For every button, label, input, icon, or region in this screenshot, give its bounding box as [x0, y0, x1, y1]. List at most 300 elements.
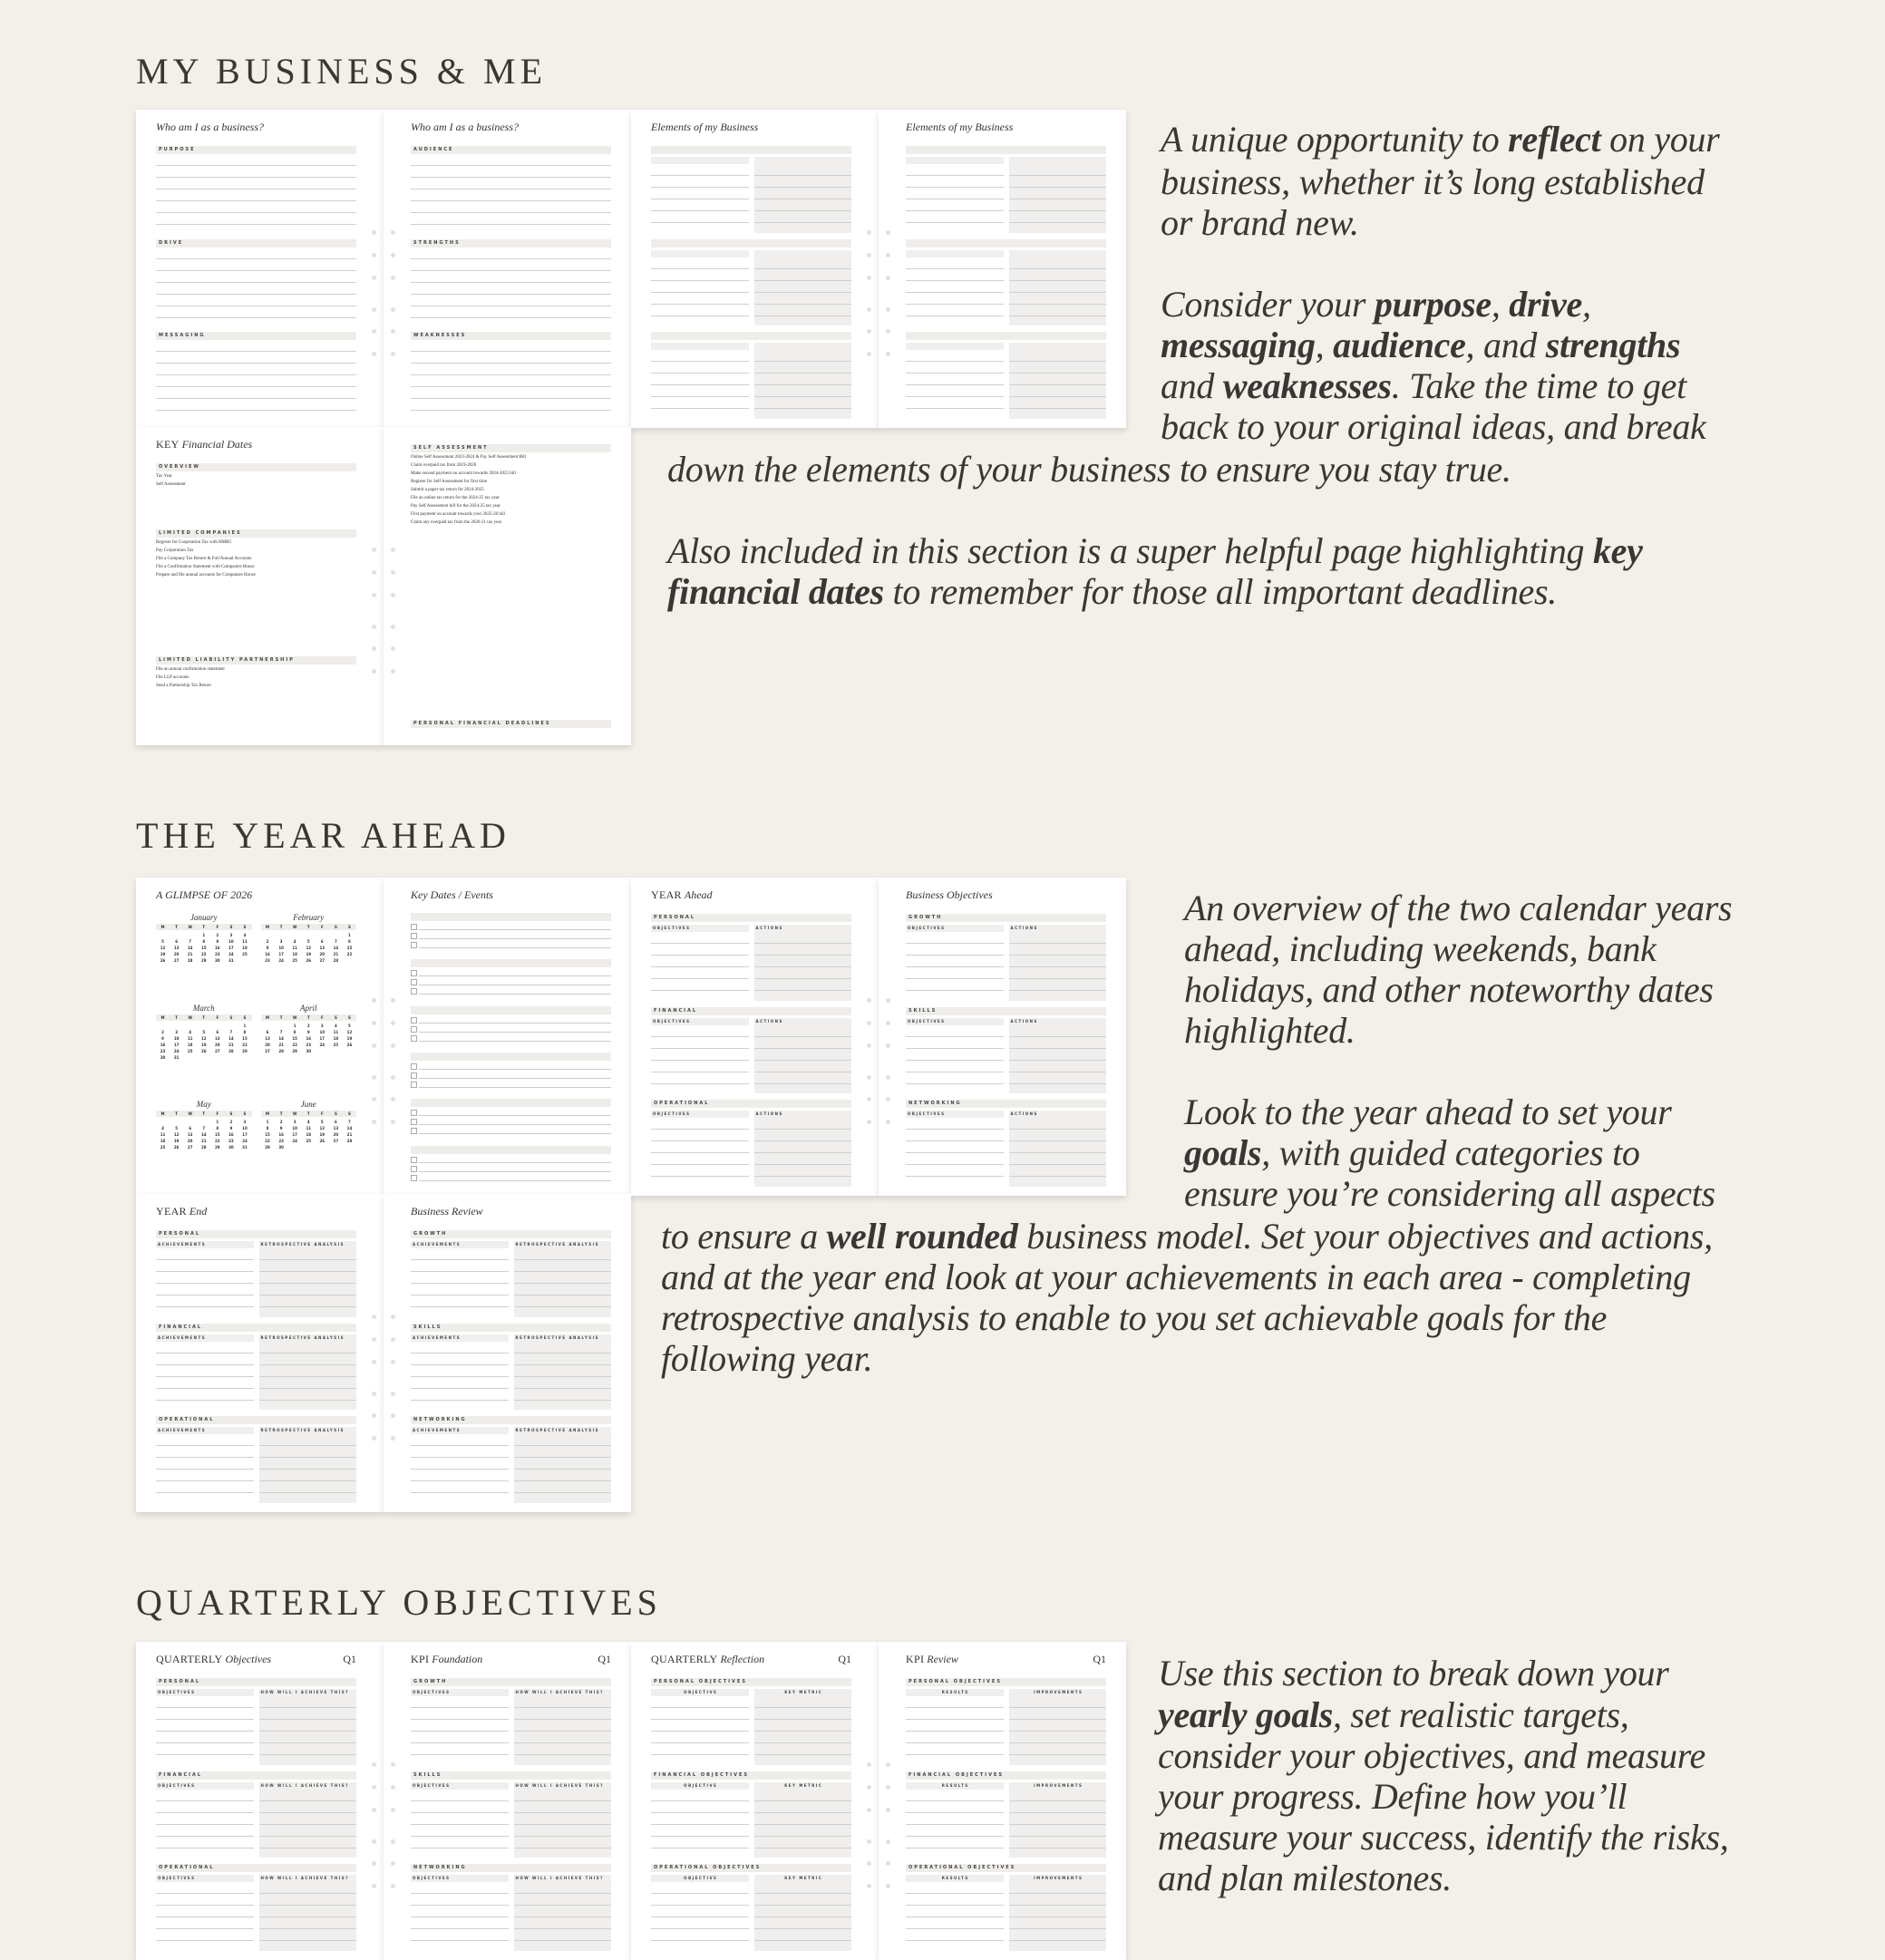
binder-ring-hole — [886, 1785, 890, 1790]
day-number: 26 — [306, 958, 312, 963]
writing-lines — [259, 1248, 357, 1317]
checkbox[interactable] — [411, 979, 417, 985]
description-line — [667, 447, 1511, 492]
page-title-main: End — [189, 1205, 208, 1218]
day-number: 12 — [160, 946, 166, 950]
page-title — [156, 888, 356, 902]
day-number: 29 — [242, 1048, 248, 1053]
entry-title: Register for Corporation Tax with HMRC — [156, 540, 232, 546]
checkbox[interactable] — [411, 1035, 417, 1042]
weekday-label: W — [188, 1014, 192, 1020]
column — [906, 343, 1004, 419]
columns — [906, 250, 1106, 326]
day-number: 11 — [160, 1132, 166, 1138]
section-label: LIMITED COMPANIES — [156, 529, 356, 538]
binder-ring-hole — [372, 329, 376, 334]
day-number: 18 — [333, 1035, 339, 1041]
page-title-main: Foundation — [432, 1653, 483, 1665]
section-label: DRIVE — [156, 239, 356, 247]
prompt-section — [156, 146, 356, 233]
day-number: 29 — [265, 1145, 270, 1150]
day-number: 30 — [306, 1048, 312, 1053]
objective-section — [411, 1678, 611, 1765]
binder-ring-hole — [372, 548, 376, 552]
planner-page — [631, 878, 879, 1196]
planner-page — [136, 427, 384, 745]
binder-ring-hole — [867, 1861, 871, 1866]
date-section — [156, 656, 356, 736]
description-line — [1158, 1651, 1669, 1696]
day-blank — [170, 1023, 183, 1029]
day-number: 5 — [175, 1126, 178, 1131]
section-label: SKILLS — [411, 1771, 611, 1780]
day-grid — [261, 1023, 357, 1054]
column-header: IMPROVEMENTS — [1009, 1782, 1107, 1790]
column — [1009, 1018, 1107, 1094]
day-number: 1 — [348, 933, 351, 937]
text-segment: following year. — [661, 1338, 873, 1379]
entry-title: Pay Self Assessment bill for the 2024-25 tax year — [411, 504, 500, 509]
day-number: 24 — [292, 1139, 297, 1144]
writing-lines — [411, 247, 611, 326]
day-number: 26 — [160, 958, 166, 963]
day-number: 21 — [228, 1042, 234, 1047]
binder-ring-hole — [372, 276, 376, 280]
writing-lines — [651, 1882, 749, 1951]
column-header: OBJECTIVES — [651, 1111, 749, 1118]
day-number: 7 — [334, 939, 337, 944]
day-number: 2 — [306, 1023, 310, 1028]
weekday-header — [261, 1111, 357, 1117]
weekday-label: F — [216, 1111, 219, 1117]
planner-page — [136, 878, 384, 1196]
binder-ring-hole — [391, 1097, 395, 1101]
weekday-label: T — [279, 1014, 283, 1020]
column — [651, 343, 749, 419]
column — [651, 1689, 749, 1765]
column-header: ACHIEVEMENTS — [156, 1334, 254, 1342]
element-section — [906, 332, 1106, 419]
day-number: 23 — [215, 952, 220, 956]
weekday-label: F — [320, 1111, 324, 1117]
group-bar — [411, 1006, 611, 1014]
text-segment: , — [1491, 284, 1510, 325]
column — [259, 1241, 357, 1317]
group-bar — [411, 959, 611, 967]
binder-ring-hole — [867, 1075, 871, 1080]
event-row — [411, 976, 611, 985]
text-segment: An overview of the two calendar years — [1184, 888, 1733, 928]
text-segment: Consider your — [1161, 284, 1375, 325]
writing-lines — [259, 1434, 357, 1503]
checkbox[interactable] — [411, 1110, 417, 1116]
key-date-entry — [411, 471, 611, 477]
key-date-entry — [156, 540, 356, 546]
day-number: 20 — [265, 1042, 270, 1047]
month-name: June — [300, 1100, 316, 1110]
section-label: SKILLS — [906, 1007, 1106, 1015]
page-title-text — [651, 121, 758, 134]
column-header — [1009, 250, 1107, 257]
page-title-prefix: QUARTERLY — [156, 1653, 223, 1665]
day-blank — [197, 1023, 210, 1029]
day-number: 9 — [279, 1126, 283, 1131]
page-subtitle — [156, 135, 356, 140]
description-line — [1161, 282, 1591, 327]
checkbox[interactable] — [411, 1082, 417, 1088]
day-blank — [183, 1119, 197, 1125]
binder-ring-hole — [391, 1315, 395, 1319]
day-blank — [261, 1023, 275, 1029]
page-subtitle — [906, 903, 1106, 907]
writing-lines — [651, 932, 749, 1001]
prompt-section — [411, 146, 611, 233]
text-segment: or brand new. — [1161, 202, 1359, 243]
objective-section — [651, 1100, 851, 1187]
checkbox[interactable] — [411, 1175, 417, 1181]
column-header: ACTIONS — [754, 1018, 852, 1025]
day-number: 26 — [173, 1145, 180, 1150]
day-blank — [183, 1023, 197, 1029]
column — [1009, 1111, 1107, 1187]
checkbox[interactable] — [411, 1166, 417, 1172]
column-header: IMPROVEMENTS — [1009, 1689, 1107, 1696]
checkbox[interactable] — [411, 988, 417, 995]
binder-ring-hole — [886, 230, 890, 235]
writing-lines — [514, 1434, 612, 1503]
binder-ring-hole — [391, 998, 395, 1003]
binder-ring-hole — [391, 1762, 395, 1767]
checkbox[interactable] — [411, 942, 417, 948]
weekday-label: W — [292, 1111, 297, 1117]
day-number: 20 — [319, 952, 326, 956]
day-number: 21 — [333, 952, 339, 956]
mini-calendar — [156, 913, 356, 1187]
column-header — [754, 343, 852, 350]
weekday-label: W — [292, 925, 297, 929]
columns — [411, 1875, 611, 1951]
writing-lines — [906, 350, 1004, 419]
writing-lines — [514, 1342, 612, 1411]
day-number: 17 — [228, 946, 234, 950]
text-segment: Look to the year ahead to set your — [1184, 1092, 1672, 1132]
binder-ring-hole — [372, 1120, 376, 1124]
columns — [651, 1111, 851, 1187]
month-block — [261, 1100, 357, 1187]
columns — [411, 1782, 611, 1858]
text-segment: business model. Set your objectives and actions, — [1017, 1216, 1713, 1257]
column — [754, 1018, 852, 1094]
writing-lines — [411, 1882, 509, 1951]
page-title — [156, 1205, 356, 1218]
section-label: GROWTH — [411, 1230, 611, 1238]
weekday-label: F — [216, 1014, 219, 1020]
page-title — [651, 121, 851, 134]
event-row — [411, 1033, 611, 1042]
day-number: 11 — [333, 1029, 339, 1034]
column-header — [651, 250, 749, 257]
emphasis-text: well rounded — [826, 1216, 1018, 1257]
column — [259, 1334, 357, 1411]
day-number: 2 — [216, 933, 219, 937]
page-title-text — [906, 888, 993, 902]
day-number: 1 — [202, 933, 206, 937]
day-number: 12 — [200, 1035, 207, 1041]
checkbox[interactable] — [411, 924, 417, 930]
description-line — [1158, 1693, 1629, 1738]
text-segment: business, whether it’s long established — [1161, 161, 1705, 202]
month-name: March — [192, 1003, 215, 1013]
binder-ring-hole — [372, 1360, 376, 1364]
day-number: 10 — [228, 939, 234, 944]
day-number: 26 — [319, 1139, 326, 1144]
checkbox[interactable] — [411, 1119, 417, 1125]
binder-ring-hole — [886, 1075, 890, 1080]
event-row — [411, 921, 611, 930]
columns — [906, 925, 1106, 1001]
checkbox[interactable] — [411, 1072, 417, 1079]
day-number: 19 — [319, 1132, 326, 1138]
column — [1009, 1782, 1107, 1858]
writing-lines — [156, 247, 356, 326]
day-number: 28 — [278, 1048, 284, 1053]
column — [754, 250, 852, 326]
day-number: 24 — [242, 1139, 248, 1144]
group-bar — [411, 1146, 611, 1154]
day-number: 24 — [319, 1042, 326, 1047]
page-title-text — [651, 1653, 764, 1666]
writing-lines — [1009, 350, 1107, 419]
page-title-prefix: KPI — [906, 1653, 925, 1665]
day-number: 28 — [187, 958, 193, 963]
quarter-label: Q1 — [343, 1653, 356, 1665]
column — [651, 1782, 749, 1858]
column-header: HOW WILL I ACHIEVE THIS? — [259, 1875, 357, 1882]
checkbox[interactable] — [411, 933, 417, 939]
day-number: 19 — [160, 952, 166, 956]
planner-page — [136, 1642, 384, 1960]
column-header: OBJECTIVE — [651, 1689, 749, 1696]
page-subtitle — [906, 1667, 1106, 1672]
columns — [651, 925, 851, 1001]
day-number: 20 — [333, 1132, 339, 1138]
date-section — [411, 444, 611, 713]
day-number: 3 — [293, 1120, 296, 1125]
column-header — [906, 343, 1004, 350]
checkbox[interactable] — [411, 1157, 417, 1163]
section-label: STRENGTHS — [411, 239, 611, 247]
column-header: OBJECTIVES — [906, 925, 1004, 932]
weekday-label: S — [229, 1111, 233, 1117]
weekday-label: S — [243, 1014, 247, 1020]
binder-ring-hole — [886, 1839, 890, 1844]
entry-title: File an online tax return for the 2024-25 tax year — [411, 496, 500, 500]
day-number: 16 — [278, 1132, 284, 1138]
binder-ring-hole — [372, 1436, 376, 1441]
binder-ring-hole — [372, 1392, 376, 1396]
day-number: 8 — [202, 939, 206, 944]
section-label: FINANCIAL — [651, 1007, 851, 1015]
checkbox[interactable] — [411, 1128, 417, 1134]
column-header: KEY METRIC — [754, 1689, 852, 1696]
weekday-label: M — [160, 1111, 165, 1117]
writing-lines — [906, 164, 1004, 233]
writing-lines — [259, 1790, 357, 1858]
day-blank — [197, 1119, 210, 1125]
key-date-entry — [411, 520, 611, 526]
day-number: 7 — [229, 1029, 233, 1034]
day-number: 5 — [306, 939, 310, 944]
writing-lines — [651, 1790, 749, 1858]
event-row — [411, 1116, 611, 1125]
column-header — [651, 343, 749, 350]
binder-ring-hole — [372, 307, 376, 312]
page-subtitle — [411, 135, 611, 140]
event-group — [411, 1146, 611, 1187]
column — [651, 1111, 749, 1187]
day-number: 2 — [161, 1029, 164, 1034]
description-line — [1161, 404, 1705, 450]
key-date-entry — [411, 504, 611, 509]
day-number: 20 — [173, 952, 180, 956]
objective-section — [906, 1864, 1106, 1951]
emphasis-text: drive — [1509, 284, 1582, 325]
day-number: 4 — [306, 1120, 310, 1125]
day-number: 16 — [306, 1035, 312, 1041]
day-number: 17 — [173, 1042, 180, 1047]
binder-ring-hole — [391, 1360, 395, 1364]
emphasis-text: yearly goals — [1158, 1694, 1334, 1735]
day-blank — [224, 1023, 238, 1029]
planner-page — [631, 110, 879, 428]
column — [514, 1689, 612, 1765]
day-number: 2 — [266, 939, 269, 944]
weekday-label: T — [306, 1014, 310, 1020]
planner-page — [384, 110, 631, 428]
column — [514, 1875, 612, 1951]
objective-section — [156, 1416, 356, 1503]
day-number: 5 — [320, 1120, 324, 1125]
description-line — [1161, 117, 1719, 162]
weekday-label: T — [306, 1111, 310, 1117]
checkbox[interactable] — [411, 1063, 417, 1070]
page-title — [411, 1205, 611, 1218]
page-subtitle — [411, 1219, 611, 1224]
binder-ring-hole — [391, 646, 395, 651]
day-blank — [170, 1119, 183, 1125]
day-number: 7 — [279, 1029, 283, 1034]
group-bar — [411, 1099, 611, 1107]
weekday-label: M — [160, 925, 165, 929]
weekday-label: W — [292, 1014, 297, 1020]
entry-title: First payment on account towards your 2025-26 bill — [411, 512, 506, 517]
description-line — [1161, 323, 1680, 368]
day-number: 6 — [216, 1029, 219, 1034]
group-bar — [411, 1053, 611, 1061]
text-segment: , with guided categories to — [1261, 1132, 1640, 1173]
day-number: 28 — [228, 1048, 234, 1053]
column-header — [906, 157, 1004, 164]
writing-lines — [156, 340, 356, 419]
page-title — [156, 438, 356, 451]
day-number: 8 — [243, 1029, 247, 1034]
day-number: 17 — [292, 1132, 297, 1138]
page-title-text — [411, 1205, 483, 1218]
page-subtitle — [651, 1667, 851, 1672]
weekday-label: F — [216, 925, 219, 929]
checkbox[interactable] — [411, 970, 417, 976]
column-header: OBJECTIVES — [651, 925, 749, 932]
prompt-section — [156, 239, 356, 326]
day-number: 15 — [346, 946, 353, 950]
day-blank — [156, 1119, 170, 1125]
objective-section — [651, 914, 851, 1001]
binder-ring-hole — [886, 352, 890, 356]
column — [156, 1241, 254, 1317]
page-title-text — [906, 1653, 958, 1666]
day-number: 19 — [346, 1035, 353, 1041]
section-bar — [651, 239, 851, 247]
month-name: May — [196, 1100, 211, 1110]
columns — [411, 1427, 611, 1503]
day-number: 10 — [278, 946, 284, 950]
day-number: 24 — [278, 958, 284, 963]
binder-ring-hole — [886, 329, 890, 334]
binder-ring-hole — [867, 352, 871, 356]
writing-lines — [651, 1696, 749, 1765]
binder-ring-hole — [372, 1861, 376, 1866]
day-number: 19 — [306, 952, 312, 956]
section-bar — [906, 332, 1106, 340]
day-number: 6 — [175, 939, 178, 944]
section-bar — [906, 146, 1106, 154]
page-title-text — [156, 121, 264, 134]
checkbox[interactable] — [411, 1017, 417, 1024]
month-block — [156, 1004, 252, 1097]
binder-ring-hole — [867, 1043, 871, 1048]
column — [754, 1111, 852, 1187]
page-subtitle — [156, 1667, 356, 1672]
page-title — [906, 121, 1106, 134]
text-segment: , and — [1465, 325, 1546, 365]
day-number: 12 — [346, 1029, 353, 1034]
binder-ring-hole — [867, 276, 871, 280]
binder-ring-hole — [391, 548, 395, 552]
checkbox[interactable] — [411, 1026, 417, 1033]
writing-lines — [259, 1342, 357, 1411]
column-header: RETROSPECTIVE ANALYSIS — [259, 1334, 357, 1342]
column — [651, 1018, 749, 1094]
entry-title: Self Assessment — [156, 482, 186, 487]
day-number: 16 — [215, 946, 220, 950]
writing-lines — [754, 1025, 852, 1094]
description-line — [661, 1214, 1713, 1259]
page-title-main: Reflection — [720, 1653, 765, 1665]
page-title-prefix: KPI — [411, 1653, 430, 1665]
column — [156, 1334, 254, 1411]
columns — [651, 343, 851, 419]
writing-lines — [754, 1696, 852, 1765]
day-number: 17 — [278, 952, 284, 956]
event-row — [411, 985, 611, 995]
weekday-label: S — [243, 1111, 247, 1117]
page-title-text — [156, 1653, 271, 1666]
text-segment: , — [1581, 284, 1591, 325]
description-line — [1158, 1815, 1728, 1860]
page-title — [156, 1653, 356, 1666]
column — [259, 1875, 357, 1951]
event-row — [411, 1079, 611, 1088]
